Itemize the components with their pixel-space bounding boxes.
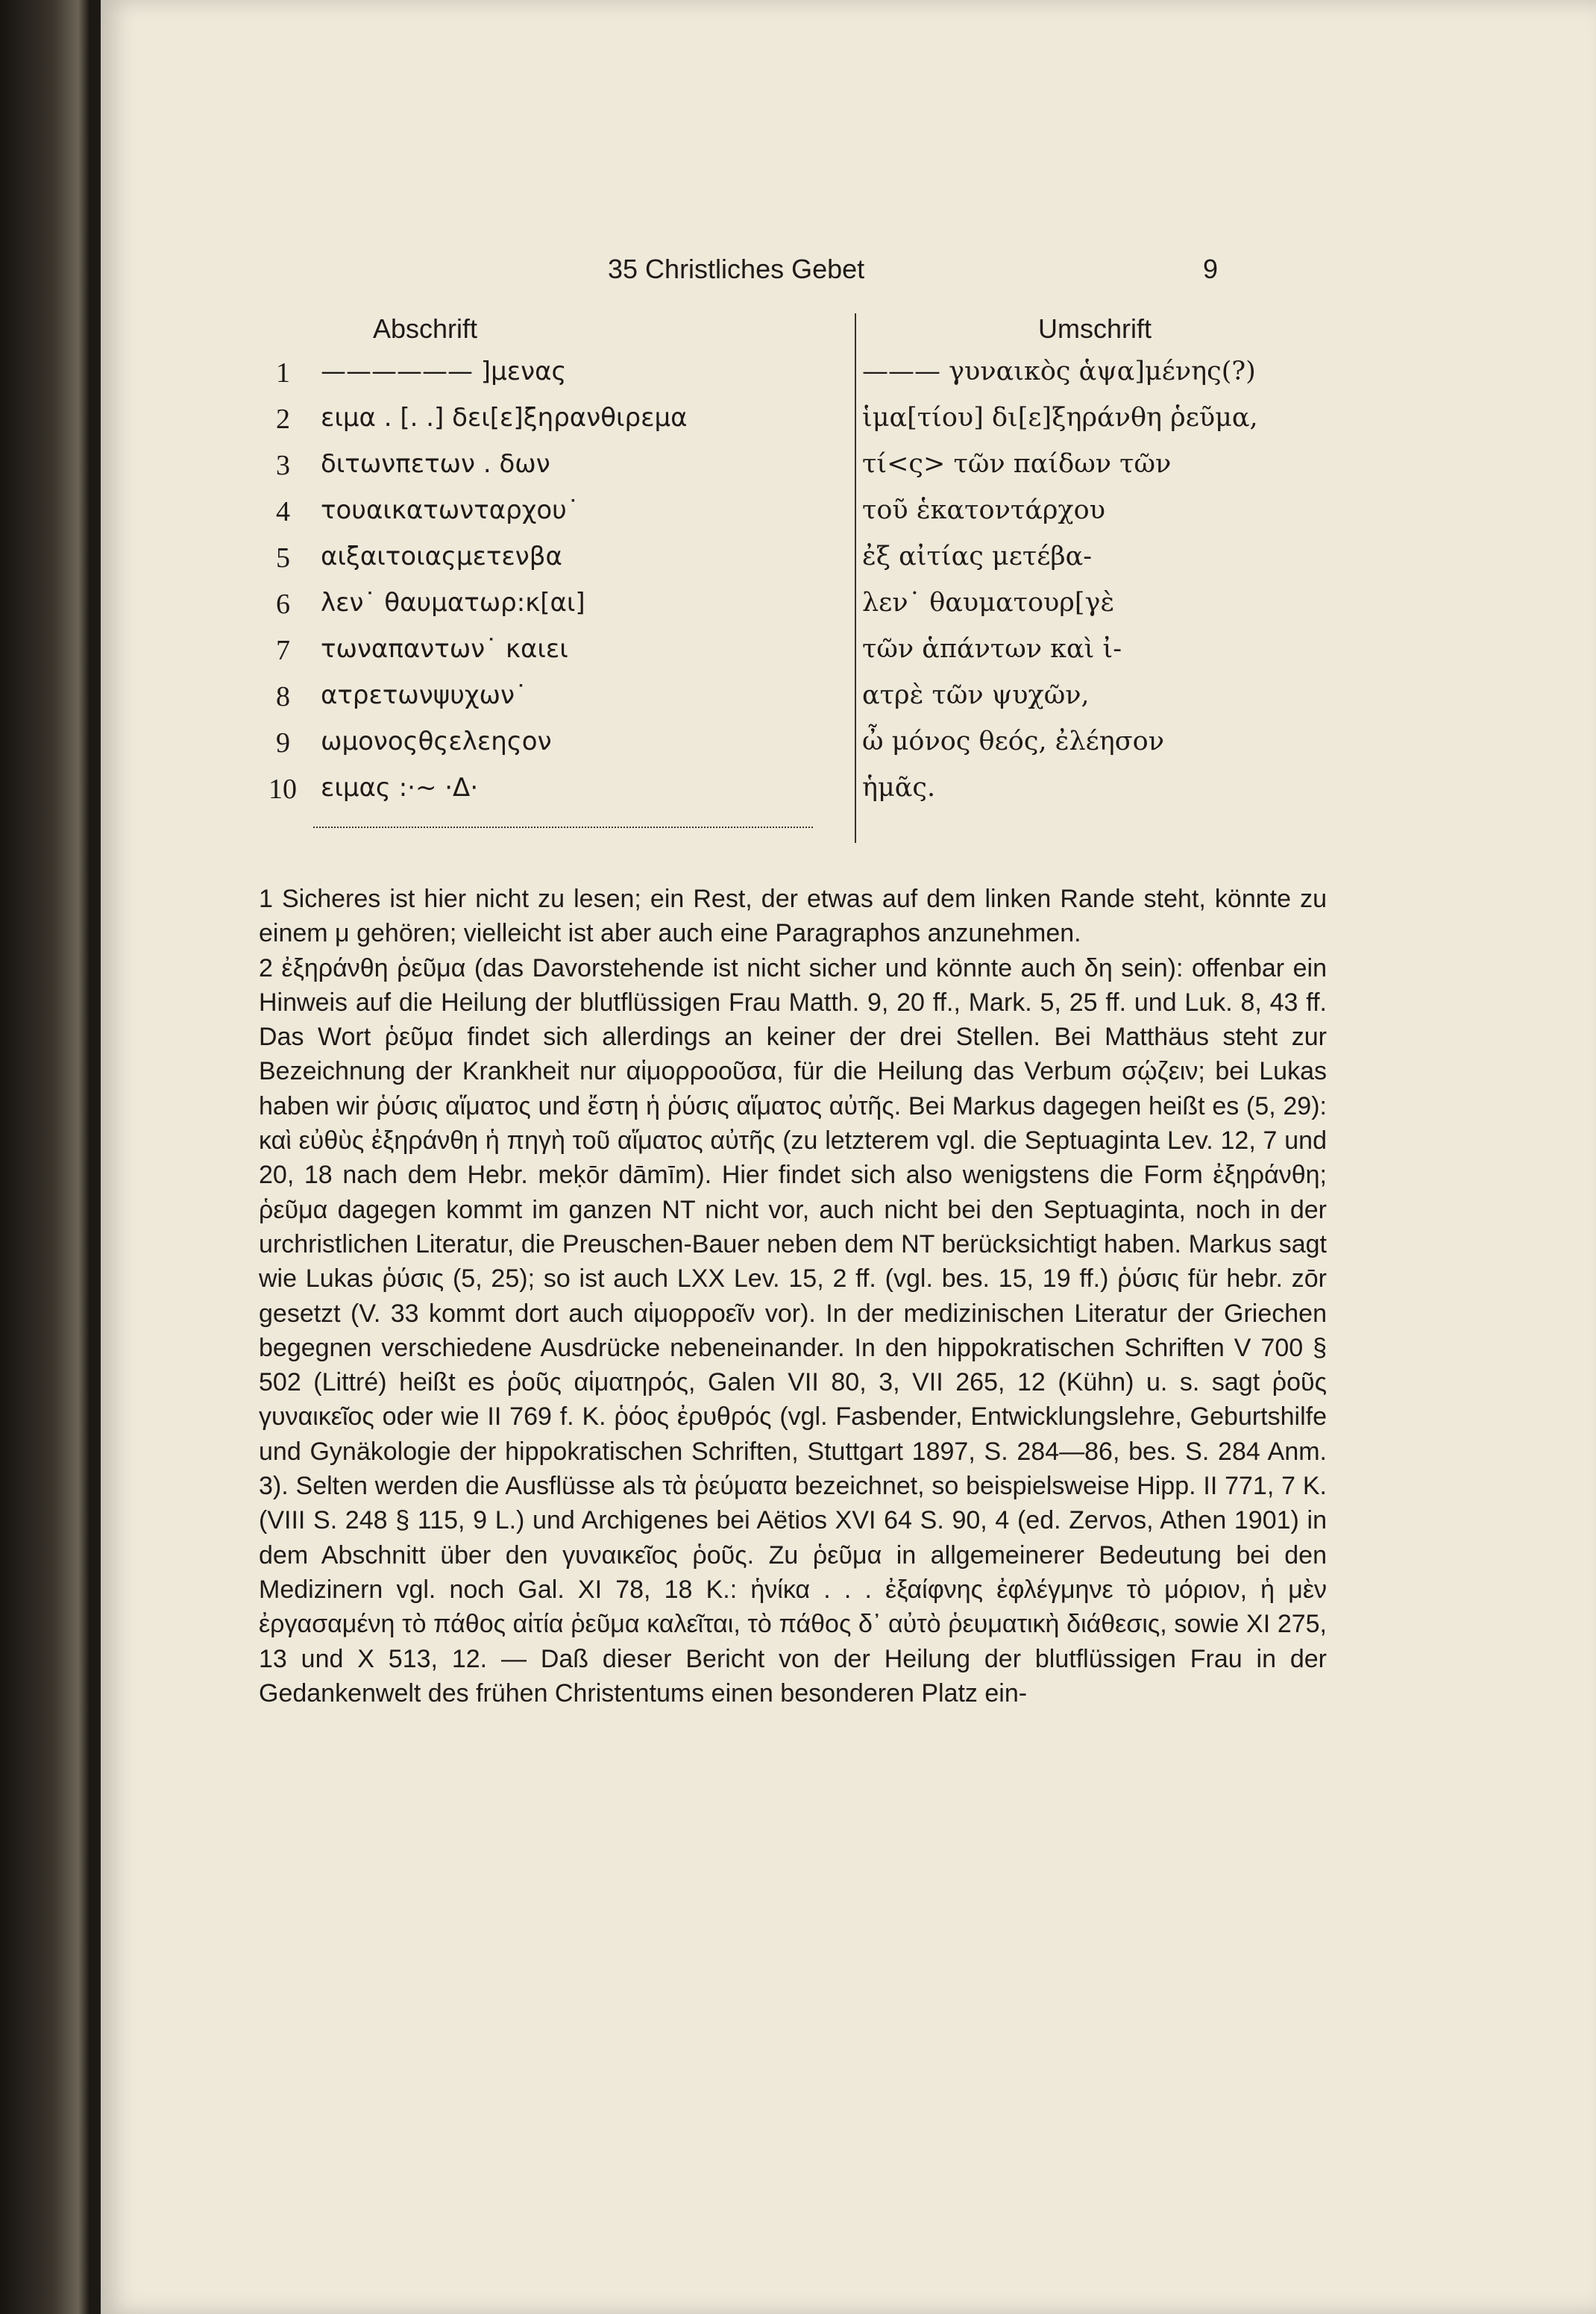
line-number: 1 xyxy=(276,357,290,389)
abschrift-text: τωναπαντων˙ καιει xyxy=(321,634,568,664)
line-row xyxy=(276,357,1342,401)
line-number: 6 xyxy=(276,589,290,620)
line-row xyxy=(276,542,1342,586)
umschrift-heading: Umschrift xyxy=(1038,313,1152,344)
line-number: 5 xyxy=(276,542,290,574)
line-row xyxy=(268,773,1342,818)
line-number: 9 xyxy=(276,727,290,759)
line-row xyxy=(276,680,1342,725)
umschrift-text: ατρὲ τῶν ψυχῶν, xyxy=(862,680,1090,710)
line-row xyxy=(276,495,1342,540)
umschrift-text: τῶν ἁπάντων καὶ ἰ- xyxy=(862,634,1122,664)
transcription-table xyxy=(268,313,1342,850)
closing-dotted-rule xyxy=(313,827,813,828)
book-page xyxy=(101,0,1596,2314)
umschrift-text: ——— γυναικὸς ἁψα]μένης(?) xyxy=(862,357,1256,386)
umschrift-text: ἐξ αἰτίας μετέβα- xyxy=(862,542,1093,571)
line-row xyxy=(276,403,1342,448)
commentary-notes xyxy=(259,882,1327,1711)
line-number: 8 xyxy=(276,681,290,712)
line-number: 10 xyxy=(268,774,297,805)
abschrift-text: λεν˙ θαυματωρ:κ[αι] xyxy=(321,588,585,618)
abschrift-text: διτωνπετων . δων xyxy=(321,449,550,479)
line-number: 4 xyxy=(276,496,290,527)
abschrift-text: τουαικατωνταρχου˙ xyxy=(321,495,579,525)
note-paragraph: 2 ἐξηράνθη ῥεῦμα (das Davorstehende ist nicht sicher und könnte auch δη sein): offenbar ein Hinweis auf die Heilung der blutflüssigen Frau Matth. 9, 20 ff., Mark. 5, 25 ff. und Luk. 8, 43 ff. Das Wort ῥεῦμα findet sich allerdings an keiner der drei Stellen. Bei Matthäus steht zur Bezeichnung der Krankheit nur αἱμορροοῦσα, für die Heilung das Verbum σῴζειν; bei Lukas haben wir ῥύσις αἵματος und ἔστη ἡ ῥύσις αἵματος αὐτῆς. Bei Markus dagegen heißt es (5, 29): καὶ εὐθὺς ἐξηράνθη ἡ πηγὴ τοῦ αἵματος αὐτῆς (zu letzterem vgl. die Septuaginta Lev. 12, 7 und 20, 18 nach dem Hebr. meḳōr dāmīm). Hier findet sich also wenigstens die Form ἐξηράνθη; ῥεῦμα dagegen kommt im ganzen NT nicht vor, auch nicht bei den Septuaginta, noch in der urchristlichen Literatur, die Preuschen-Bauer neben dem NT berücksichtigt haben. Markus sagt wie Lukas ῥύσις (5, 25); so ist auch LXX Lev. 15, 2 ff. (vgl. bes. 15, 19 ff.) ῥύσις für hebr. zōr gesetzt (V. 33 kommt dort auch αἱμορροεῖν vor). In der medizinischen Literatur der Griechen begegnen verschiedene Ausdrücke nebeneinander. In den hippokratischen Schriften V 700 § 502 (Littré) heißt es ῥοῦς αἱματηρός, Galen VII 80, 3, VII 265, 12 (Kühn) u. s. sagt ῥοῦς γυναικεῖος oder wie II 769 f. K. ῥόος ἐρυθρός (vgl. Fasbender, Entwicklungslehre, Geburtshilfe und Gynäkologie der hippokratischen Schriften, Stuttgart 1897, S. 284—86, bes. S. 284 Anm. 3). Selten werden die Ausflüsse als τὰ ῥεύματα bezeichnet, so beispielsweise Hipp. II 771, 7 K. (VIII S. 248 § 115, 9 L.) und Archigenes bei Aëtios XVI 64 S. 90, 4 (ed. Zervos, Athen 1901) in dem Abschnitt über den γυναικεῖος ῥοῦς. Zu ῥεῦμα in allgemeinerer Bedeutung bei den Medizinern vgl. noch Gal. XI 78, 18 K.: ἡνίκα . . . ἐξαίφνης ἐφλέγμηνε τὸ μόριον, ἡ μὲν ἐργασαμένη τὸ πάθος αἰτία ῥεῦμα καλεῖται, τὸ πάθος δ᾽ αὐτὸ ῥευματικὴ διάθεσις, sowie XI 275, 13 und X 513, 12. — Daß dieser Bericht von der Heilung der blutflüssigen Frau in der Gedankenwelt des frühen Christentums einen besonderen Platz ein- xyxy=(259,953,1327,1708)
page-header xyxy=(101,254,1596,291)
abschrift-text: ειμα . [. .] δει[ε]ξηρανθιρεμα xyxy=(321,403,688,433)
line-row xyxy=(276,588,1342,633)
line-row xyxy=(276,634,1342,679)
line-row xyxy=(276,449,1342,494)
line-number: 2 xyxy=(276,404,290,435)
abschrift-text: ατρετωνψυχων˙ xyxy=(321,680,527,710)
umschrift-text: ἡμᾶς. xyxy=(862,773,936,803)
abschrift-text: ωμονοςθςελεηςον xyxy=(321,727,552,756)
umschrift-text: ὦ μόνος θεός, ἐλέησον xyxy=(862,727,1164,756)
umschrift-text: τί<ς> τῶν παίδων τῶν xyxy=(862,449,1172,479)
abschrift-text: αιξαιτοιαςμετενβα xyxy=(321,542,562,571)
umschrift-text: τοῦ ἑκατοντάρχου xyxy=(862,495,1105,525)
running-head: 35 Christliches Gebet xyxy=(608,254,865,284)
abschrift-heading: Abschrift xyxy=(373,313,478,344)
umschrift-text: ἱμα[τίου] δι[ε]ξηράνθη ῥεῦμα, xyxy=(862,403,1258,433)
line-number: 7 xyxy=(276,635,290,666)
line-number: 3 xyxy=(276,450,290,481)
umschrift-text: λεν˙ θαυματουρ[γὲ xyxy=(862,588,1115,618)
abschrift-text: ειμας :·~ ·Δ· xyxy=(321,773,479,803)
abschrift-text: —————— ]μενας xyxy=(321,357,567,386)
line-row xyxy=(276,727,1342,771)
page-number: 9 xyxy=(1203,254,1219,284)
note-paragraph: 1 Sicheres ist hier nicht zu lesen; ein Rest, der etwas auf dem linken Rande steht, könnte zu einem μ gehören; vielleicht ist aber auch eine Paragraphos anzunehmen. xyxy=(259,885,1327,948)
